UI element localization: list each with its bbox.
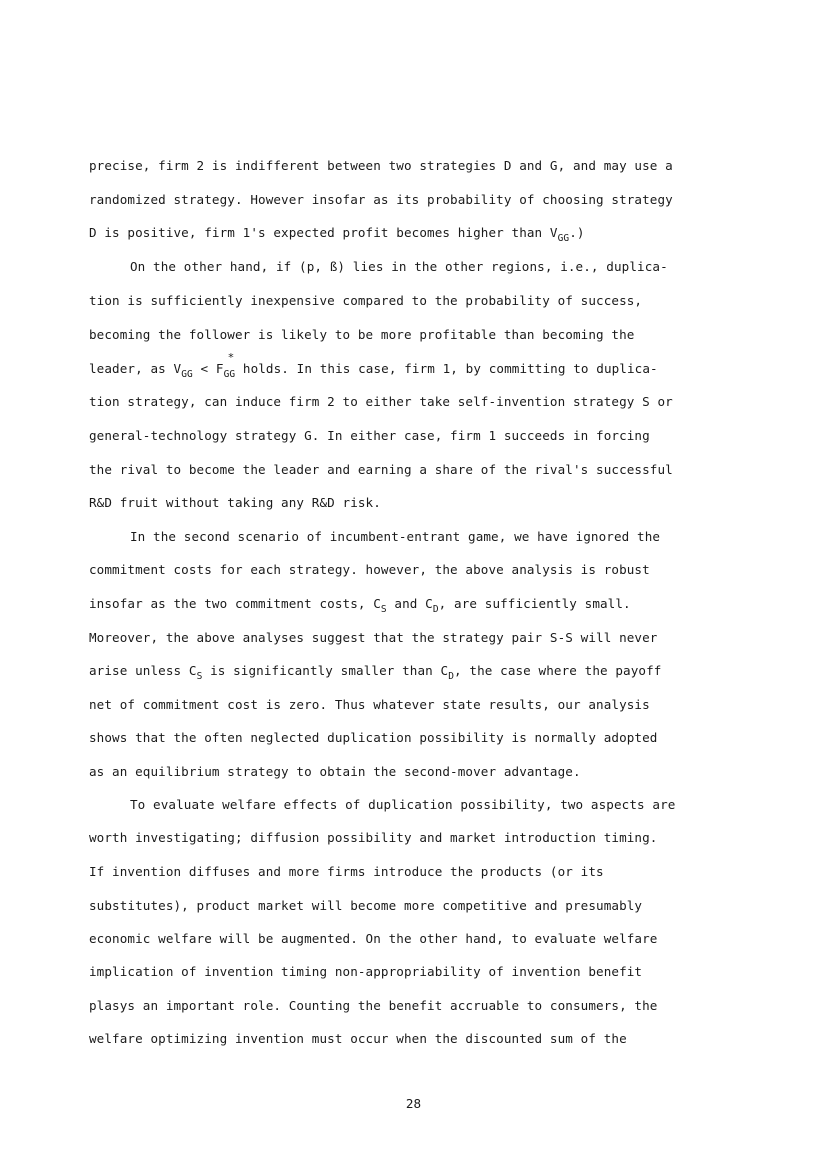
- text-line: [89, 596, 631, 615]
- text-line: Moreover, the above analyses suggest that the strategy pair S-S will never: [89, 630, 658, 645]
- text-line: [89, 351, 658, 380]
- text-line: R&D fruit without taking any R&D risk.: [89, 495, 381, 510]
- text-line: commitment costs for each strategy. however, the above analysis is robust: [89, 562, 650, 577]
- text-line: as an equilibrium strategy to obtain the second-mover advantage.: [89, 764, 581, 779]
- text-line: general-technology strategy G. In either case, firm 1 succeeds in forcing: [89, 428, 650, 443]
- text-line: substitutes), product market will become more competitive and presumably: [89, 898, 643, 913]
- text-fragment: arise unless C: [89, 663, 197, 678]
- text-fragment: , the case where the payoff: [454, 663, 662, 678]
- text-line: In the second scenario of incumbent-entrant game, we have ignored the: [130, 529, 661, 544]
- text-line: becoming the follower is likely to be more profitable than becoming the: [89, 327, 635, 342]
- subscript: D: [448, 671, 455, 682]
- superscript: *: [227, 351, 235, 364]
- text-fragment: leader, as V: [89, 361, 182, 376]
- text-line: On the other hand, if (p, ß) lies in the other regions, i.e., duplica-: [130, 259, 668, 274]
- text-line: plasys an important role. Counting the benefit accruable to consumers, the: [89, 998, 658, 1013]
- text-line: To evaluate welfare effects of duplication possibility, two aspects are: [130, 797, 676, 812]
- text-line: precise, firm 2 is indifferent between two strategies D and G, and may use a: [89, 158, 673, 173]
- subscript: GG: [557, 233, 570, 244]
- text-line: implication of invention timing non-appropriability of invention benefit: [89, 964, 643, 979]
- text-line: randomized strategy. However insofar as its probability of choosing strategy: [89, 192, 673, 207]
- text-fragment: insofar as the two commitment costs, C: [89, 596, 381, 611]
- text-line: tion is sufficiently inexpensive compared to the probability of success,: [89, 293, 643, 308]
- text-line: worth investigating; diffusion possibility and market introduction timing.: [89, 830, 658, 845]
- text-fragment: .): [569, 225, 585, 240]
- text-fragment: D is positive, firm 1's expected profit becomes higher than V: [89, 225, 558, 240]
- text-line: tion strategy, can induce firm 2 to either take self-invention strategy S or: [89, 394, 673, 409]
- subscript: GG: [181, 369, 193, 380]
- text-line: [89, 663, 662, 682]
- text-fragment: is significantly smaller than C: [202, 663, 449, 678]
- subscript: D: [432, 604, 439, 615]
- subscript: S: [380, 604, 387, 615]
- text-fragment: holds. In this case, firm 1, by committing to duplica-: [235, 361, 658, 376]
- superscript-subscript: [223, 351, 236, 380]
- text-fragment: , are sufficiently small.: [438, 596, 631, 611]
- text-line: [89, 225, 585, 244]
- text-line: welfare optimizing invention must occur when the discounted sum of the: [89, 1031, 627, 1046]
- subscript: GG: [223, 369, 236, 380]
- text-line: If invention diffuses and more firms introduce the products (or its: [89, 864, 604, 879]
- text-line: economic welfare will be augmented. On the other hand, to evaluate welfare: [89, 931, 658, 946]
- text-line: net of commitment cost is zero. Thus whatever state results, our analysis: [89, 697, 650, 712]
- text-fragment: < F: [192, 361, 224, 376]
- text-line: the rival to become the leader and earning a share of the rival's successful: [89, 462, 673, 477]
- page-number: 28: [405, 1096, 422, 1111]
- text-line: shows that the often neglected duplication possibility is normally adopted: [89, 730, 658, 745]
- text-fragment: and C: [386, 596, 433, 611]
- subscript: S: [196, 671, 203, 682]
